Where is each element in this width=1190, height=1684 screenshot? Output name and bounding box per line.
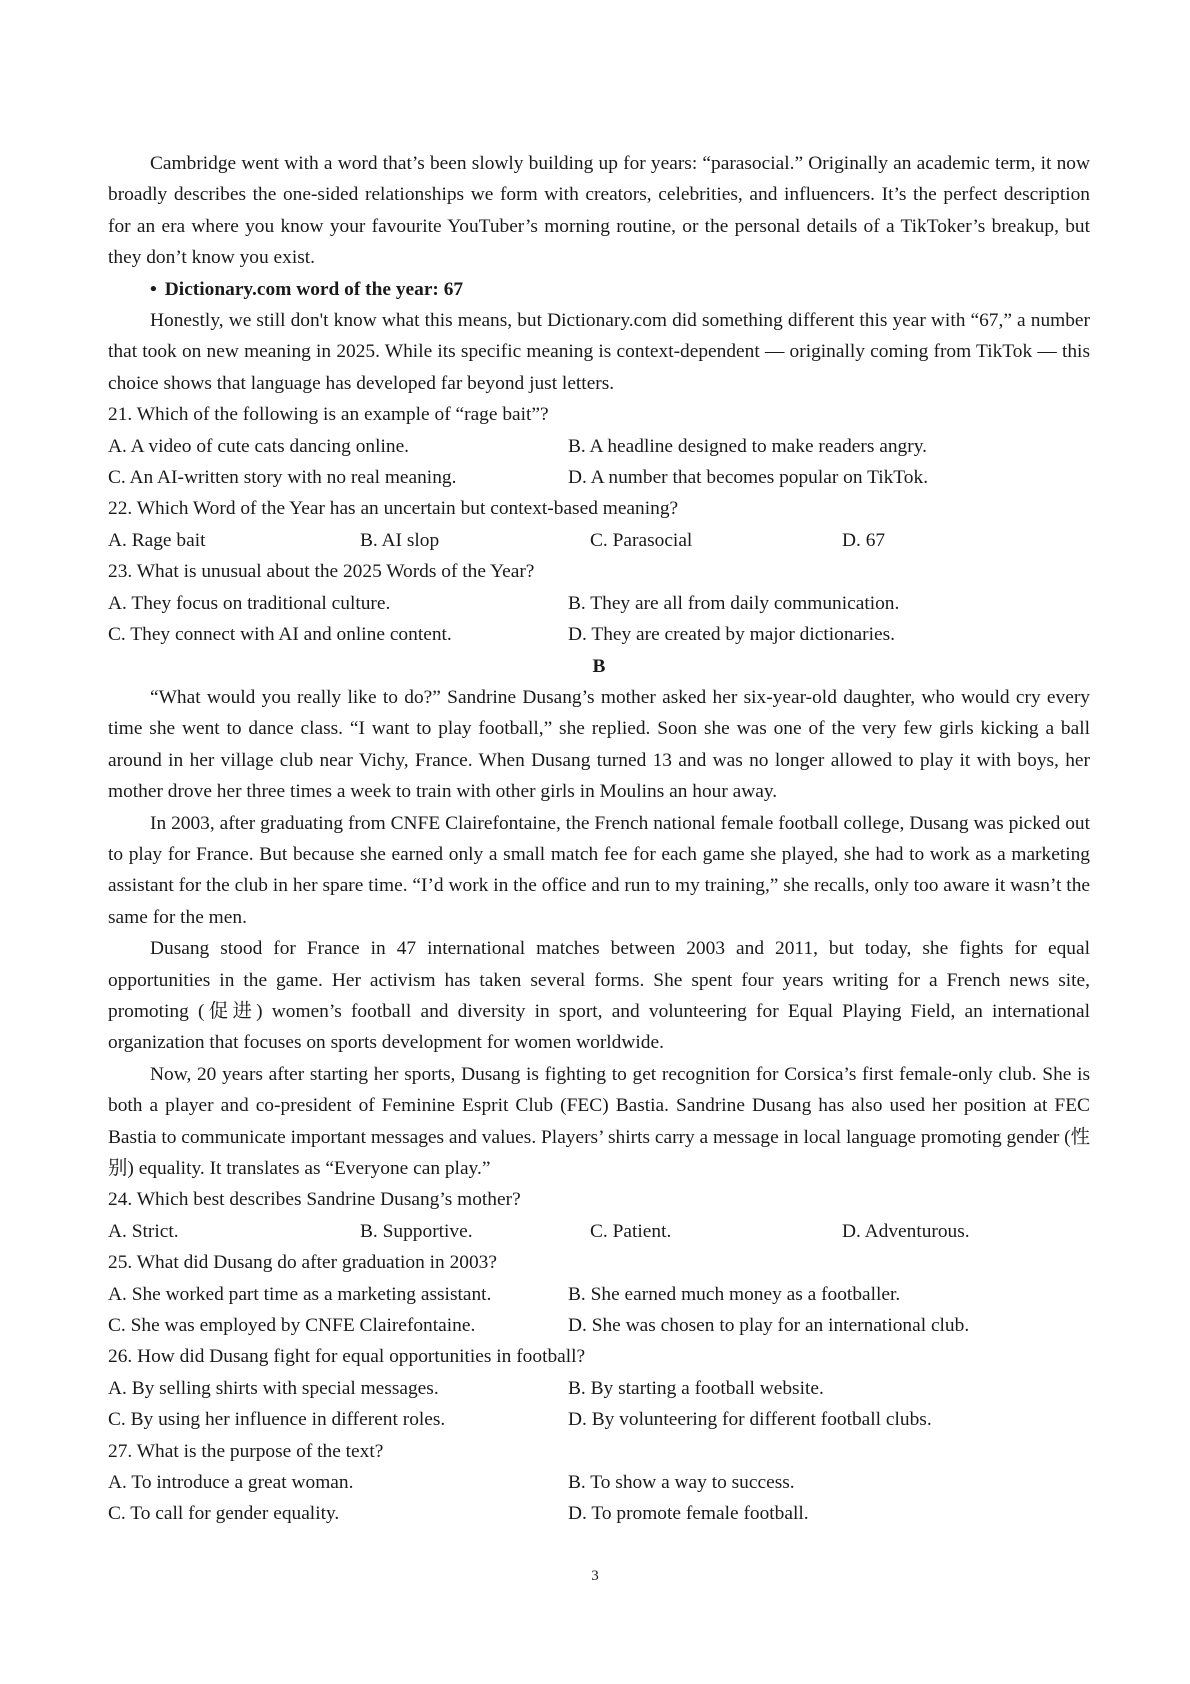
paragraph-dusang-2003: In 2003, after graduating from CNFE Clairefontaine, the French national female football college, Dusang was picked out to play for France. But because she earned only a small match fee for each game she played, she had to work as a marketing assistant for the club in her spare time. “I’d work in the office and run to my training,” she recalls, only too aware it wasn’t the same for the men. bbox=[108, 812, 1090, 928]
option-a: A. They focus on traditional culture. bbox=[108, 592, 391, 614]
option-b: B. To show a way to success. bbox=[568, 1472, 795, 1494]
option-d: D. 67 bbox=[842, 529, 886, 551]
option-c: C. Patient. bbox=[590, 1220, 672, 1242]
question-22 bbox=[108, 493, 1090, 556]
question-stem: 24. Which best describes Sandrine Dusang’s mother? bbox=[108, 1189, 521, 1211]
option-a: A. By selling shirts with special messages. bbox=[108, 1377, 439, 1399]
option-c: C. They connect with AI and online content. bbox=[108, 624, 452, 646]
question-23 bbox=[108, 556, 1090, 650]
question-26 bbox=[108, 1341, 1090, 1435]
question-24 bbox=[108, 1184, 1090, 1247]
option-c: C. An AI-written story with no real meaning. bbox=[108, 467, 457, 489]
options-group bbox=[108, 588, 1090, 651]
paragraph-parasocial: Cambridge went with a word that’s been slowly building up for years: “parasocial.” Originally an academic term, it now broadly describes the one-sided relationships we form with creators, celebrities, and influencers. It’s the perfect description for an era where you know your favourite YouTuber’s morning routine, or the personal details of a TikToker’s breakup, but they don’t know you exist. bbox=[108, 153, 1090, 269]
option-b: B. Supportive. bbox=[360, 1220, 473, 1242]
options-group bbox=[108, 431, 1090, 494]
option-c: C. She was employed by CNFE Clairefontaine. bbox=[108, 1315, 476, 1337]
paragraph-67: Honestly, we still don't know what this means, but Dictionary.com did something different this year with “67,” a number that took on new meaning in 2025. While its specific meaning is context-dependent — originally coming from TikTok — this choice shows that language has developed far beyond just letters. bbox=[108, 310, 1090, 394]
option-b: B. A headline designed to make readers angry. bbox=[568, 435, 927, 457]
option-c: C. Parasocial bbox=[590, 529, 693, 551]
paragraph-dusang-activism: Dusang stood for France in 47 international matches between 2003 and 2011, but today, she fights for equal opportunities in the game. Her activism has taken several forms. She spent four years writing for a French news site, promoting (促进) women’s football and diversity in sport, and volunteering for Equal Playing Field, an international organization that focuses on sports development for women worldwide. bbox=[108, 938, 1090, 1054]
question-25 bbox=[108, 1247, 1090, 1341]
option-a: A. A video of cute cats dancing online. bbox=[108, 435, 410, 457]
option-a: A. Strict. bbox=[108, 1220, 179, 1242]
document-page bbox=[108, 148, 1090, 1530]
options-group bbox=[108, 525, 1090, 556]
question-27 bbox=[108, 1436, 1090, 1530]
bullet-marker: • bbox=[150, 278, 157, 300]
subheading-dictionary-com bbox=[108, 274, 1090, 305]
options-group bbox=[108, 1279, 1090, 1342]
subheading-text: Dictionary.com word of the year: 67 bbox=[164, 278, 464, 300]
option-d: D. By volunteering for different football clubs. bbox=[568, 1409, 932, 1431]
question-21 bbox=[108, 399, 1090, 493]
section-b-heading: B bbox=[592, 655, 606, 677]
page-number: 3 bbox=[591, 1568, 599, 1584]
paragraph-dusang-childhood: “What would you really like to do?” Sandrine Dusang’s mother asked her six-year-old daughter, who would cry every time she went to dance class. “I want to play football,” she replied. Soon she was one of the very few girls kicking a ball around in her village club near Vichy, France. When Dusang turned 13 and was no longer allowed to play it with boys, her mother drove her three times a week to train with other girls in Moulins an hour away. bbox=[108, 686, 1090, 803]
option-a: A. She worked part time as a marketing assistant. bbox=[108, 1283, 492, 1305]
options-group bbox=[108, 1467, 1090, 1530]
question-stem: 23. What is unusual about the 2025 Words of the Year? bbox=[108, 561, 535, 583]
question-stem: 25. What did Dusang do after graduation in 2003? bbox=[108, 1252, 497, 1274]
question-stem: 21. Which of the following is an example of “rage bait”? bbox=[108, 404, 549, 426]
option-b: B. They are all from daily communication. bbox=[568, 592, 900, 614]
question-stem: 27. What is the purpose of the text? bbox=[108, 1440, 384, 1462]
option-d: D. They are created by major dictionaries. bbox=[568, 624, 895, 646]
options-group bbox=[108, 1216, 1090, 1247]
option-d: D. Adventurous. bbox=[842, 1220, 970, 1242]
option-a: A. To introduce a great woman. bbox=[108, 1472, 354, 1494]
option-c: C. To call for gender equality. bbox=[108, 1503, 340, 1525]
option-a: A. Rage bait bbox=[108, 529, 206, 551]
options-group bbox=[108, 1373, 1090, 1436]
option-d: D. She was chosen to play for an international club. bbox=[568, 1315, 970, 1337]
option-d: D. To promote female football. bbox=[568, 1503, 809, 1525]
option-b: B. She earned much money as a footballer. bbox=[568, 1283, 901, 1305]
paragraph-dusang-fec-bastia: Now, 20 years after starting her sports, Dusang is fighting to get recognition for Corsica’s first female-only club. She is both a player and co-president of Feminine Esprit Club (FEC) Bastia. Sandrine Dusang has also used her position at FEC Bastia to communicate important messages and values. Players’ shirts carry a message in local language promoting gender (性别) equality. It translates as “Everyone can play.” bbox=[108, 1063, 1090, 1179]
question-stem: 26. How did Dusang fight for equal opportunities in football? bbox=[108, 1346, 586, 1368]
option-b: B. By starting a football website. bbox=[568, 1377, 824, 1399]
option-b: B. AI slop bbox=[360, 529, 440, 551]
option-d: D. A number that becomes popular on TikTok. bbox=[568, 467, 929, 489]
question-stem: 22. Which Word of the Year has an uncertain but context-based meaning? bbox=[108, 498, 679, 520]
option-c: C. By using her influence in different roles. bbox=[108, 1409, 446, 1431]
